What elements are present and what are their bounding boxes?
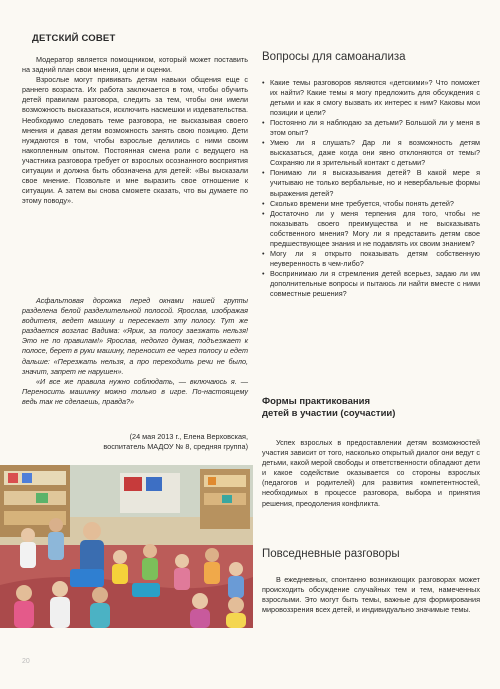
question-item: • Какие темы разговоров являются «детскими»? Что поможет их найти? Какие темы я могу предложить для обсуждения с детьми и как я смогу вызвать их интерес к ним? Каковы мои позиции и цели?: [262, 78, 480, 118]
story-paragraph-1: Асфальтовая дорожка перед окнами нашей группы разделена белой разделительной полосой. Ярослав, изображая водителя, ведет машину и пересекает эту полосу. Тут же раздается возглас Вадима: «Ярик, за полосу заезжать нельзя! Это не по правилам!» Ярослав, недолго думая, подъезжает к полосе, берет в руки машину, переносит ее через полосу и едет дальше: «Перезжать нельзя, а про переходить речи не было, значит, запрет не нарушен».: [22, 296, 248, 376]
question-item: • Достаточно ли у меня терпения для того, чтобы не показывать своего преимущества и не высказывать собственного мнения? Могу ли я представить детям свое предшествующее знания и не подавлять их своим знанием?: [262, 209, 480, 249]
signature: [22, 432, 248, 452]
question-item: • Могу ли я открыто показывать детям собственную неуверенность в чем-либо?: [262, 249, 480, 269]
signature-line-2: воспитатель МАДОУ № 8, средняя группа): [103, 442, 248, 452]
forms-title-line-1: Формы практикования: [262, 396, 370, 407]
self-analysis-title: Вопросы для самоанализа: [262, 51, 406, 63]
advice-title: ДЕТСКИЙ СОВЕТ: [32, 33, 116, 44]
signature-line-1: (24 мая 2013 г., Елена Верховская,: [129, 432, 248, 441]
story-paragraph-2: «И все же правила нужно соблюдать, — включаюсь я. — Переносить машинку можно только в игре. По-настоящему ведь так не сделаешь, правда?»: [22, 376, 248, 406]
question-item: • Сколько времени мне требуется, чтобы понять детей?: [262, 199, 480, 209]
forms-title-line-2: детей в участии (соучастии): [262, 408, 396, 419]
advice-paragraph-1: Модератор является помощником, который может поставить на задний план свои мнения, цели и оценки.: [22, 55, 248, 75]
question-item: • Понимаю ли я высказывания детей? В какой мере я учитываю не только вербальные, но и невербальные формы выражения детей?: [262, 168, 480, 198]
classroom-photo: [0, 465, 253, 628]
question-item: • Умею ли я слушать? Дар ли я возможность детям высказаться, даже когда они явно отклоняются от темы? Сохраняю ли я зрительный контакт с детьми?: [262, 138, 480, 168]
question-item: • Постоянно ли я наблюдаю за детьми? Большой ли у меня в этом опыт?: [262, 118, 480, 138]
self-analysis-questions: [262, 78, 480, 299]
forms-paragraph: Успех взрослых в предоставлении детям возможностей участия зависит от того, насколько открытый диалог они ведут с детьми, какой мерой свободы и ответственности обладают дети и какое содействие оказывается со стороны взрослых (педагогов и родителей) для развития компетентностей, необходимых в процессе разговора, выбора и принятия решения, преодоления конфликта.: [262, 438, 480, 508]
story-block: [22, 296, 248, 407]
question-item: • Воспринимаю ли я стремления детей всерьез, задаю ли им дополнительные вопросы и пытаюсь ли найти вместе с ними совместные решения?: [262, 269, 480, 299]
advice-paragraph-2: Взрослые могут прививать детям навыки общения еще с раннего возраста. Их работа заключается в том, чтобы обучить детей правилам разговора, следить за тем, чтобы они имели возможность высказаться, исключить насмешки и издевательства. Необходимо следовать теме разговора, не высказывая своего мнения и давая детям возможность занять свою позицию. Дети нуждаются в том, чтобы взрослые делились с ними своим накопленным опытом. Постоянная смена роли с ведущего на участника разговора требует от взрослых осознанного восприятия ситуации и должна быть обозначена для детей: «Вы высказали свое мнение. Позвольте и мне выразить свое отношение к ситуации. А затем вы снова сможете сказать, что вы думаете по этому поводу».: [22, 75, 248, 206]
daily-talks-paragraph: В ежедневных, спонтанно возникающих разговорах может происходить обсуждение случайных тем и тем, намеченных взрослыми. Это могут быть темы, важные для формирования мировоззрения всех детей, и индивидуально значимые темы.: [262, 575, 480, 615]
daily-talks-title: Повседневные разговоры: [262, 548, 400, 560]
forms-title: [262, 396, 395, 420]
page-number: 20: [22, 658, 30, 665]
